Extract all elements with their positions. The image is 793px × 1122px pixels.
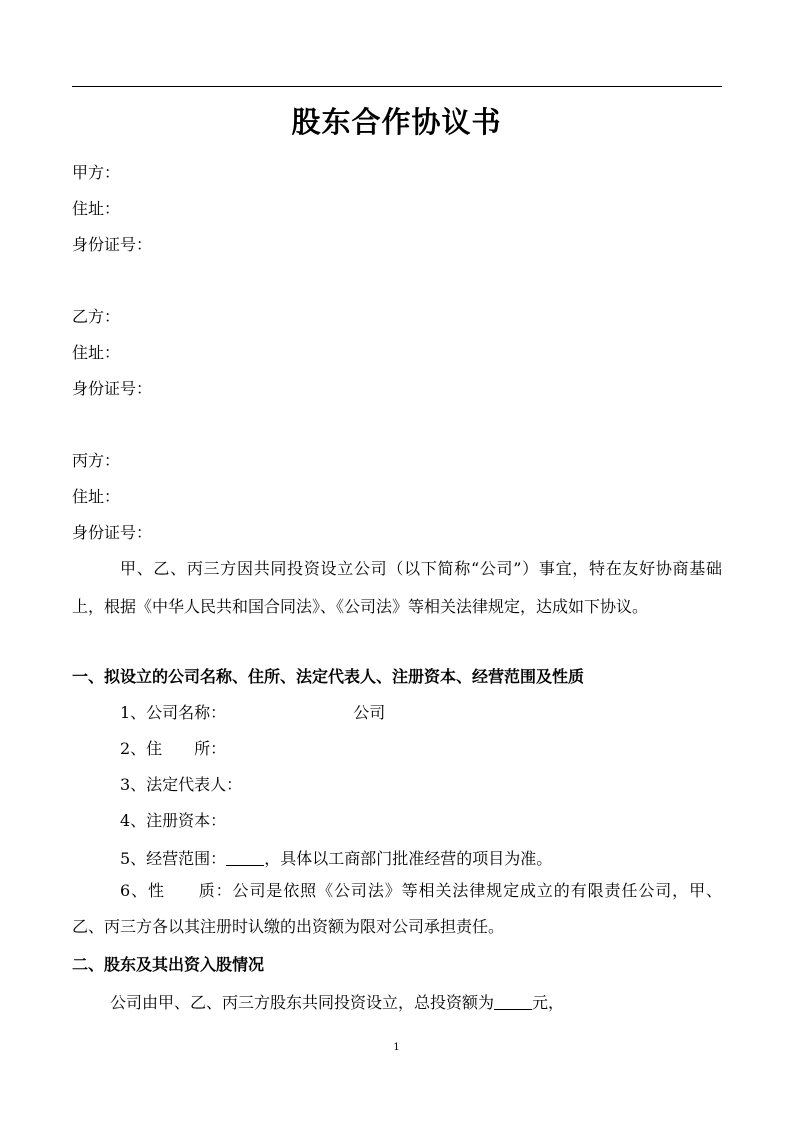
party-c-id: 身份证号： [72, 523, 153, 542]
party-b-address: 住址： [72, 343, 121, 362]
section-2-text-1: 公司由甲、乙、丙三方股东共同投资设立，总投资额为 [110, 993, 495, 1012]
party-a-address: 住址： [72, 199, 121, 218]
intro-text-2: 公司（以下简称“公司”）事宜，特在友好协商基础上，根据《中华人民共和国合同法》、《公司法》等相关法律规定，达成如下协议。 [72, 559, 722, 616]
item-company-name [120, 703, 385, 723]
page-number: 1 [393, 1042, 400, 1053]
section-2-heading: 二、股东及其出资入股情况 [72, 955, 265, 974]
intro-text-1: 甲、乙、丙三方因共同投资设立 [120, 559, 354, 578]
header-rule [72, 86, 722, 87]
section-2-text [110, 991, 564, 1013]
party-b-label: 乙方： [72, 307, 121, 326]
document-title: 股东合作协议书 [291, 105, 502, 139]
item-business-scope [120, 847, 552, 869]
item-legal-rep: 3、法定代表人： [120, 775, 243, 794]
business-scope-blank [226, 847, 264, 866]
item-nature: 6、性 质：公司是依照《公司法》等相关法律规定成立的有限责任公司，甲、乙、丙三方各以其注册时认缴的出资额为限对公司承担责任。 [72, 881, 722, 936]
party-a-label: 甲方： [72, 163, 121, 182]
section-1-heading: 一、拟设立的公司名称、住所、法定代表人、注册资本、经营范围及性质 [72, 667, 585, 686]
item-5-suffix: ，具体以工商部门批准经营的项目为准。 [264, 849, 553, 868]
party-a-id: 身份证号： [72, 235, 153, 254]
item-5-label: 5、经营范围： [120, 849, 227, 868]
item-1-label: 1、公司名称： [120, 703, 227, 722]
item-address: 2、住 所： [120, 739, 227, 758]
party-c-address: 住址： [72, 487, 121, 506]
party-c-label: 丙方： [72, 451, 121, 470]
intro-paragraph [72, 551, 722, 625]
party-b-id: 身份证号： [72, 379, 153, 398]
section-2-text-2: 元， [532, 993, 565, 1012]
item-registered-capital: 4、注册资本： [120, 811, 227, 830]
total-investment-blank [494, 991, 532, 1010]
item-1-suffix: 公司 [353, 703, 386, 722]
